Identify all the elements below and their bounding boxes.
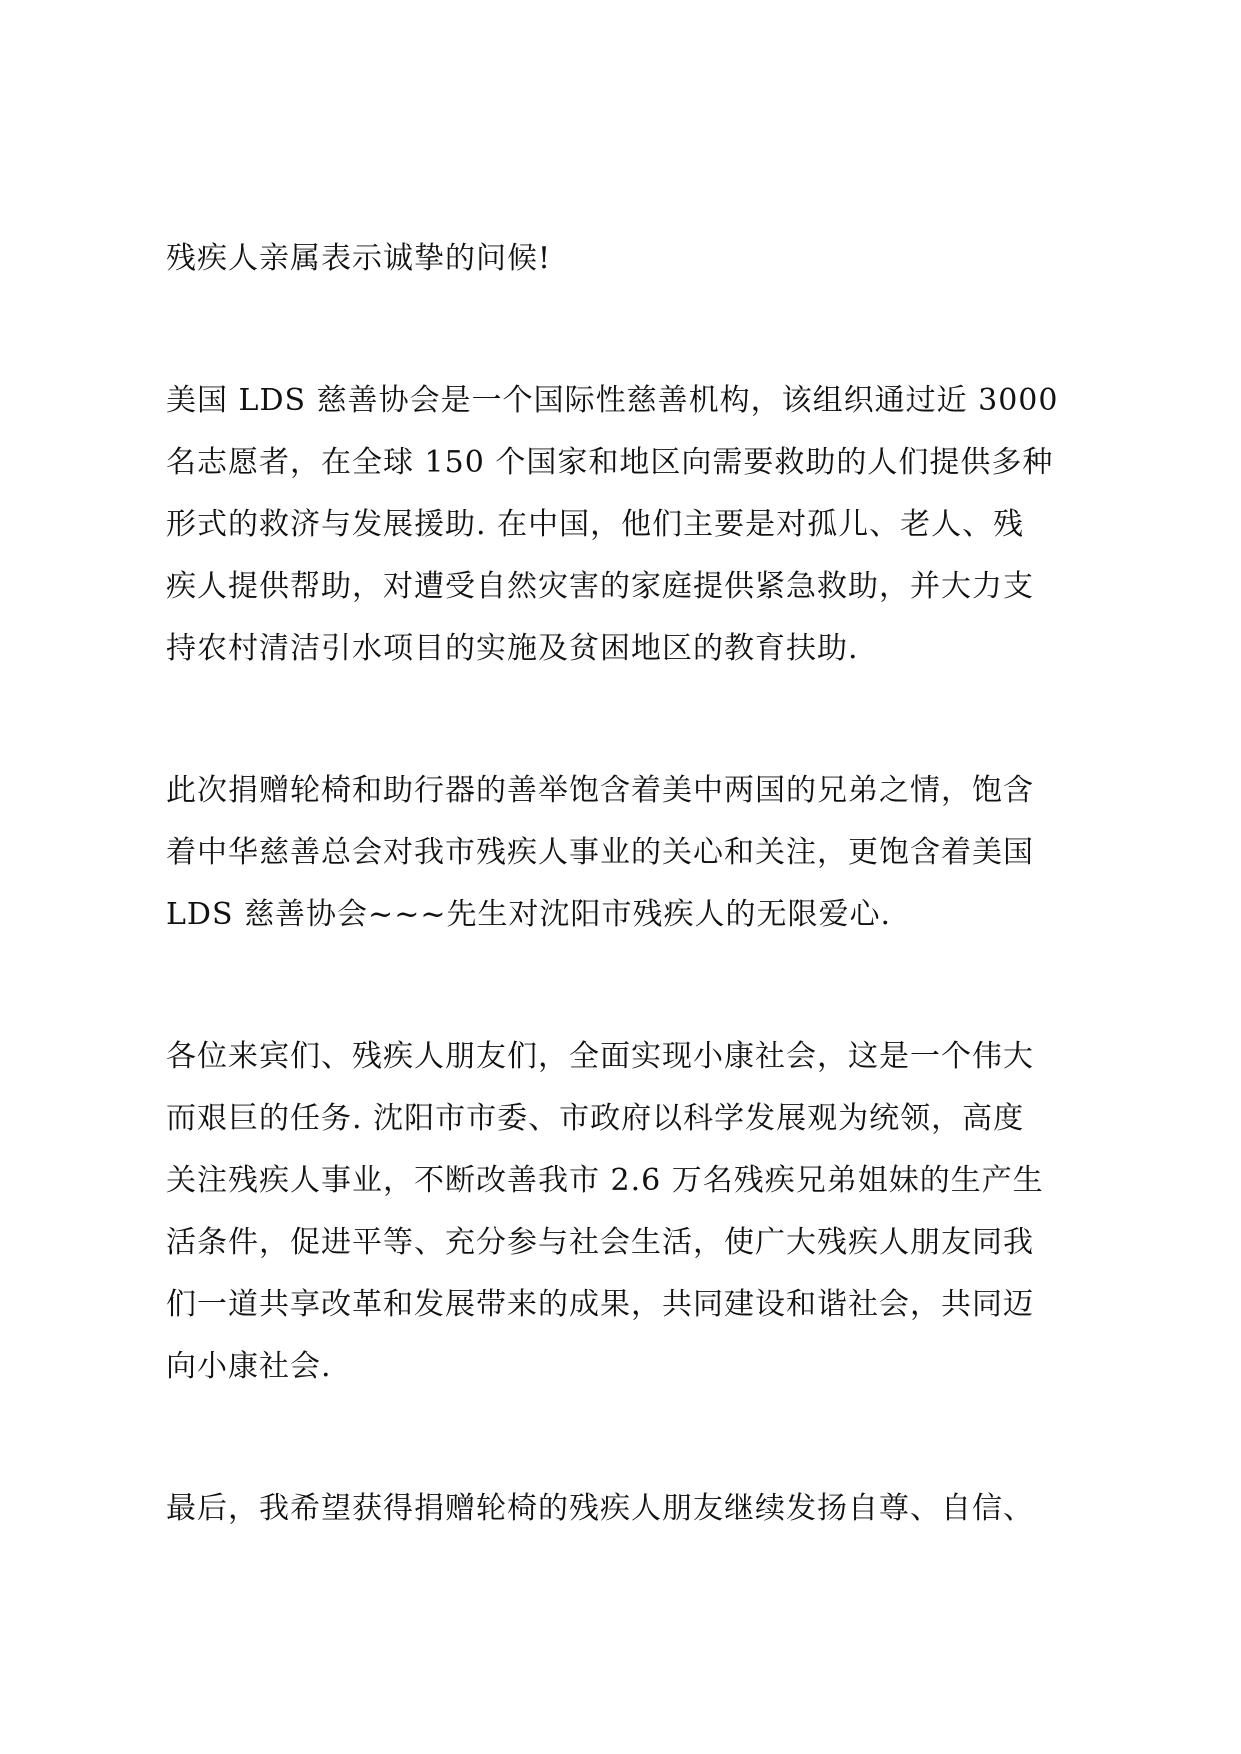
text-line: 关注残疾人事业，不断改善我市 2.6 万名残疾兄弟姐妹的生产生 <box>166 1163 1044 1198</box>
paragraph-gap <box>166 1398 1106 1478</box>
text-line: 向小康社会. <box>166 1349 332 1384</box>
paragraph-gap <box>166 680 1106 760</box>
paragraph-lds-intro <box>166 370 1106 680</box>
text-line: LDS 慈善协会~~~先生对沈阳市残疾人的无限爱心. <box>166 897 892 932</box>
text-line: 疾人提供帮助，对遭受自然灾害的家庭提供紧急救助，并大力支 <box>166 569 1034 604</box>
text-line: 活条件，促进平等、充分参与社会生活，使广大残疾人朋友同我 <box>166 1225 1034 1260</box>
text-line: 最后，我希望获得捐赠轮椅的残疾人朋友继续发扬自尊、自信、 <box>166 1491 1034 1526</box>
paragraph-closing <box>166 1478 1106 1540</box>
text-line: 名志愿者，在全球 150 个国家和地区向需要救助的人们提供多种 <box>166 445 1054 480</box>
text-line: 着中华慈善总会对我市残疾人事业的关心和关注，更饱含着美国 <box>166 835 1034 870</box>
text-line: 而艰巨的任务. 沈阳市市委、市政府以科学发展观为统领，高度 <box>166 1101 1025 1136</box>
text-line: 此次捐赠轮椅和助行器的善举饱含着美中两国的兄弟之情，饱含 <box>166 773 1034 808</box>
text-line: 美国 LDS 慈善协会是一个国际性慈善机构，该组织通过近 3000 <box>166 383 1059 418</box>
paragraph-xiaokang <box>166 1026 1106 1398</box>
text-line: 残疾人亲属表示诚挚的问候! <box>166 241 552 276</box>
paragraph-gap <box>166 290 1106 370</box>
text-line: 们一道共享改革和发展带来的成果，共同建设和谐社会，共同迈 <box>166 1287 1034 1322</box>
paragraph-gap <box>166 946 1106 1026</box>
text-line: 形式的救济与发展援助. 在中国，他们主要是对孤儿、老人、残 <box>166 507 1025 542</box>
paragraph-donation <box>166 760 1106 946</box>
text-line: 持农村清洁引水项目的实施及贫困地区的教育扶助. <box>166 631 859 666</box>
text-line: 各位来宾们、残疾人朋友们，全面实现小康社会，这是一个伟大 <box>166 1039 1034 1074</box>
document-body <box>166 228 1106 1540</box>
paragraph-greeting <box>166 228 1106 290</box>
